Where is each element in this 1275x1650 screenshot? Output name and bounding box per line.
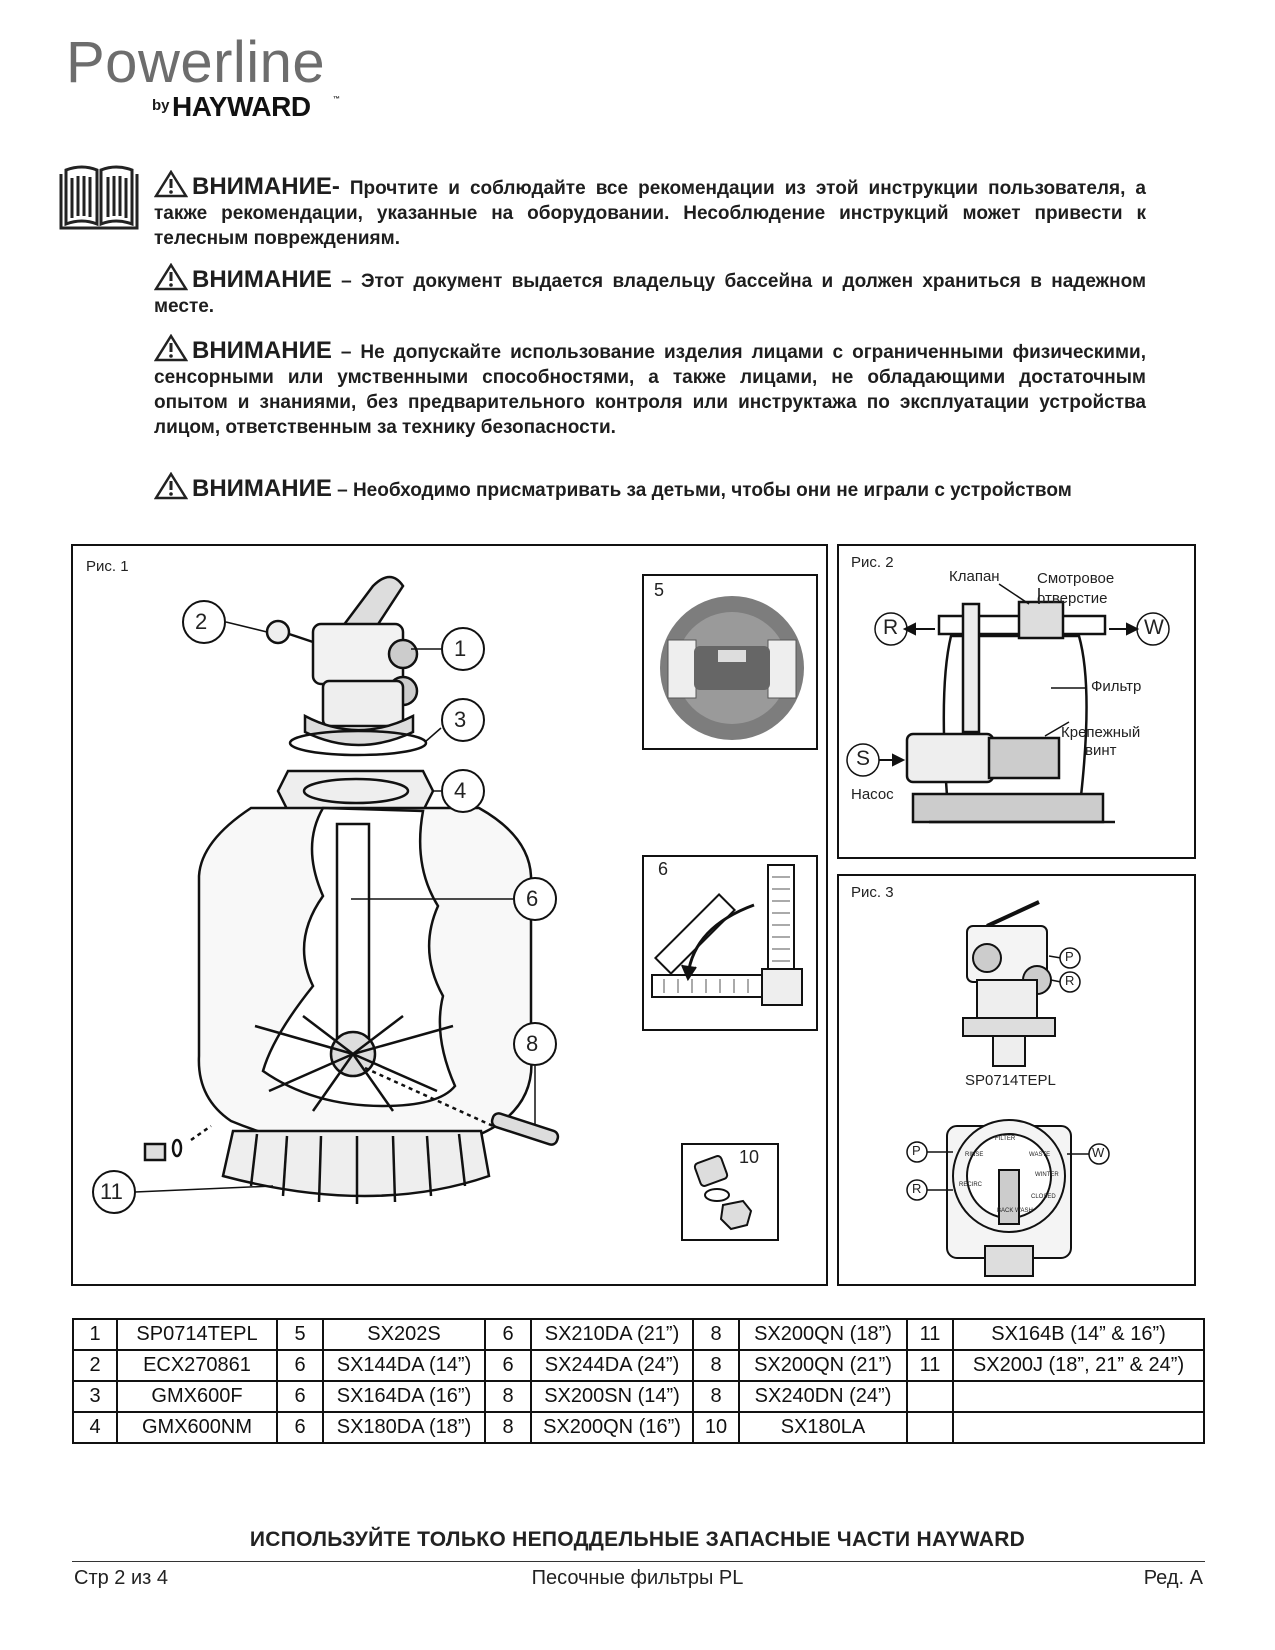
label-pump: Насос bbox=[851, 786, 894, 803]
table-row bbox=[73, 1412, 1204, 1443]
fig3-bottom-r: R bbox=[912, 1181, 922, 1196]
table-cell: 2 bbox=[73, 1350, 117, 1381]
table-cell: SX144DA (14”) bbox=[323, 1350, 485, 1381]
table-cell: SX200QN (16”) bbox=[531, 1412, 693, 1443]
label-screw-2: винт bbox=[1085, 742, 1117, 759]
table-cell: 3 bbox=[73, 1381, 117, 1412]
warning-text: – Этот документ выдается владельцу бассейна и должен храниться в надежном месте. bbox=[154, 271, 1146, 317]
table-cell: 6 bbox=[485, 1350, 531, 1381]
table-cell: 5 bbox=[277, 1319, 323, 1350]
table-cell: 6 bbox=[277, 1381, 323, 1412]
callout-11: 11 bbox=[100, 1179, 123, 1204]
figure-2 bbox=[837, 544, 1196, 859]
manual-book-icon bbox=[58, 164, 140, 232]
logo-powerline: Powerline bbox=[66, 30, 326, 95]
document-title: Песочные фильтры PL bbox=[531, 1567, 744, 1589]
table-cell: 8 bbox=[485, 1412, 531, 1443]
warning-restricted-persons bbox=[154, 334, 1146, 440]
callout-3: 3 bbox=[454, 707, 467, 732]
warning-title: ВНИМАНИЕ bbox=[192, 266, 332, 293]
figure-2-label: Рис. 2 bbox=[851, 554, 894, 571]
inset-5-label: 5 bbox=[654, 580, 665, 600]
fig3-top-p: P bbox=[1065, 949, 1074, 964]
table-cell: SX210DA (21”) bbox=[531, 1319, 693, 1350]
callout-2: 2 bbox=[195, 609, 208, 634]
logo-tm: ™ bbox=[333, 96, 340, 103]
label-waste: W bbox=[1144, 616, 1164, 639]
table-cell: 8 bbox=[485, 1381, 531, 1412]
inset-6-label: 6 bbox=[658, 859, 669, 879]
dial-rinse: RINSE bbox=[965, 1152, 984, 1158]
table-cell: 11 bbox=[907, 1350, 953, 1381]
page-number: Стр 2 из 4 bbox=[74, 1567, 168, 1589]
hub-photo bbox=[644, 576, 816, 748]
table-cell: 10 bbox=[693, 1412, 739, 1443]
dial-filter: FILTER bbox=[995, 1136, 1016, 1142]
table-cell: SX200SN (14”) bbox=[531, 1381, 693, 1412]
warning-text: – Необходимо присматривать за детьми, чтобы они не играли с устройством bbox=[331, 480, 1072, 501]
fig3-top-r: R bbox=[1065, 973, 1075, 988]
table-cell: ECX270861 bbox=[117, 1350, 277, 1381]
table-cell: SP0714TEPL bbox=[117, 1319, 277, 1350]
label-sight-2: отверстие bbox=[1037, 590, 1108, 607]
drain-plug-drawing bbox=[683, 1145, 777, 1239]
table-cell bbox=[907, 1381, 953, 1412]
table-cell: 6 bbox=[277, 1412, 323, 1443]
footer-divider bbox=[72, 1561, 1205, 1562]
label-filter: Фильтр bbox=[1091, 678, 1142, 695]
table-cell: SX200QN (18”) bbox=[739, 1319, 907, 1350]
inset-10-label: 10 bbox=[739, 1147, 760, 1167]
warning-triangle-icon bbox=[154, 472, 188, 500]
dial-backwash: BACK WASH bbox=[997, 1208, 1033, 1214]
system-layout-drawing bbox=[839, 546, 1196, 859]
callout-6: 6 bbox=[526, 886, 539, 911]
warning-title: ВНИМАНИЕ bbox=[192, 337, 332, 364]
warning-read-manual bbox=[154, 170, 1146, 251]
warning-children bbox=[154, 472, 1146, 503]
label-suction: S bbox=[856, 747, 871, 770]
table-cell: 8 bbox=[693, 1319, 739, 1350]
table-cell bbox=[907, 1412, 953, 1443]
table-cell: 8 bbox=[693, 1350, 739, 1381]
callout-1: 1 bbox=[454, 636, 467, 661]
warning-triangle-icon bbox=[154, 334, 188, 362]
dial-winter: WINTER bbox=[1035, 1172, 1059, 1178]
genuine-parts-banner: ИСПОЛЬЗУЙТЕ ТОЛЬКО НЕПОДДЕЛЬНЫЕ ЗАПАСНЫЕ ЧАСТИ HAYWARD bbox=[249, 1528, 1026, 1551]
table-cell: 8 bbox=[693, 1381, 739, 1412]
inset-10-drain bbox=[681, 1143, 779, 1241]
warning-text: Прочтите и соблюдайте все рекомендации из этой инструкции пользователя, а также рекомендации, указанные на оборудовании. Несоблюдение инструкций может привести к телесным повреждениям. bbox=[154, 178, 1146, 249]
fig3-model: SP0714TEPL bbox=[965, 1072, 1056, 1089]
table-cell: GMX600NM bbox=[117, 1412, 277, 1443]
figure-1 bbox=[71, 544, 828, 1286]
inset-5-lateral-hub bbox=[642, 574, 818, 750]
table-cell: GMX600F bbox=[117, 1381, 277, 1412]
table-row bbox=[73, 1319, 1204, 1350]
inset-6-laterals bbox=[642, 855, 818, 1031]
warning-triangle-icon bbox=[154, 263, 188, 291]
fig3-bottom-w: W bbox=[1092, 1145, 1105, 1160]
warning-keep-document bbox=[154, 263, 1146, 319]
table-cell: 4 bbox=[73, 1412, 117, 1443]
warning-title: ВНИМАНИЕ- bbox=[192, 173, 340, 200]
warning-title: ВНИМАНИЕ bbox=[192, 475, 332, 502]
dial-closed: CLOSED bbox=[1031, 1194, 1056, 1200]
table-cell: SX164B (14” & 16”) bbox=[953, 1319, 1204, 1350]
table-row bbox=[73, 1350, 1204, 1381]
logo-hayward: HAYWARD bbox=[172, 91, 311, 122]
table-cell: SX180LA bbox=[739, 1412, 907, 1443]
label-screw-1: Крепежный bbox=[1061, 724, 1141, 741]
table-cell: SX244DA (24”) bbox=[531, 1350, 693, 1381]
warning-text: – Не допускайте использование изделия лицами с ограниченными физическими, сенсорными или умственными способностями, а также лицами, не обладающими достаточным опытом и знаниями, без предварительного контроля или инструктажа по эксплуатации устройства лицом, ответственным за технику безопасности. bbox=[154, 342, 1146, 438]
dial-recirc: RECIRC bbox=[959, 1182, 983, 1188]
table-row bbox=[73, 1381, 1204, 1412]
parts-table bbox=[72, 1318, 1205, 1444]
lateral-drawing bbox=[644, 857, 816, 1029]
figure-1-label: Рис. 1 bbox=[86, 558, 129, 575]
table-cell: 11 bbox=[907, 1319, 953, 1350]
table-cell: 6 bbox=[485, 1319, 531, 1350]
fig3-bottom-p: P bbox=[912, 1143, 921, 1158]
table-cell: SX180DA (18”) bbox=[323, 1412, 485, 1443]
table-cell: SX202S bbox=[323, 1319, 485, 1350]
figure-3-label: Рис. 3 bbox=[851, 884, 894, 901]
logo-by: by bbox=[152, 97, 170, 114]
label-sight-1: Смотровое bbox=[1037, 570, 1115, 587]
figure-3 bbox=[837, 874, 1196, 1286]
label-return: R bbox=[883, 616, 899, 639]
dial-waste: WASTE bbox=[1029, 1152, 1051, 1158]
table-cell: SX200QN (21”) bbox=[739, 1350, 907, 1381]
callout-8: 8 bbox=[526, 1031, 539, 1056]
table-cell: SX200J (18”, 21” & 24”) bbox=[953, 1350, 1204, 1381]
table-cell bbox=[953, 1381, 1204, 1412]
table-cell: 1 bbox=[73, 1319, 117, 1350]
table-cell bbox=[953, 1412, 1204, 1443]
table-cell: SX240DN (24”) bbox=[739, 1381, 907, 1412]
revision: Ред. A bbox=[1143, 1567, 1203, 1589]
table-cell: SX164DA (16”) bbox=[323, 1381, 485, 1412]
callout-4: 4 bbox=[454, 778, 467, 803]
table-cell: 6 bbox=[277, 1350, 323, 1381]
label-valve: Клапан bbox=[949, 568, 1000, 585]
warning-triangle-icon bbox=[154, 170, 188, 198]
